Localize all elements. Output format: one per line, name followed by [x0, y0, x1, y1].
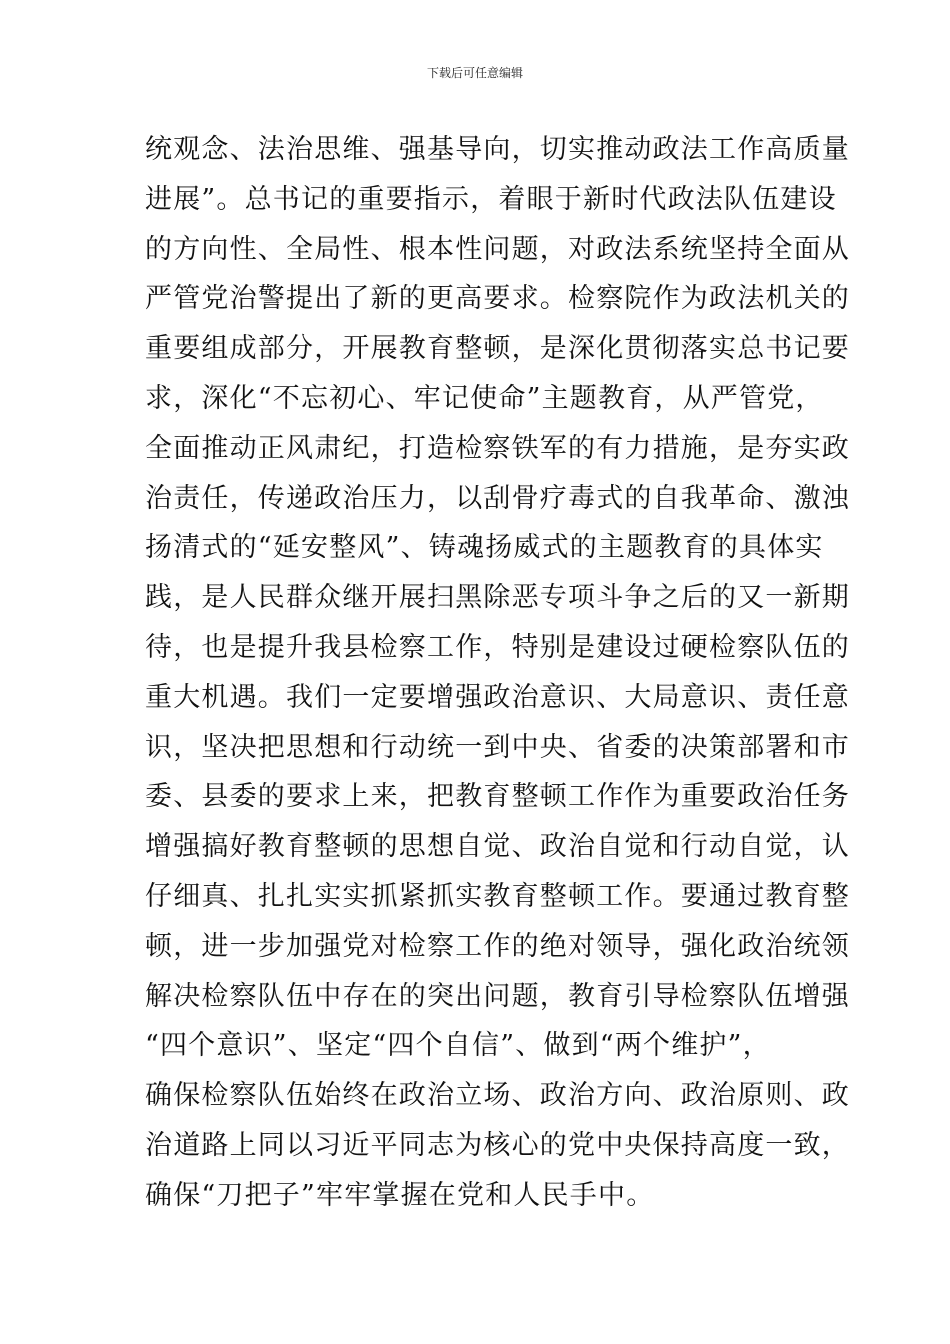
paragraph-line: 确保“刀把子”牢牢掌握在党和人民手中。	[145, 1179, 655, 1211]
paragraph-line: 全面推动正风肃纪，打造检察铁军的有力措施，是夯实政	[145, 432, 850, 464]
paragraph-line: 统观念、法治思维、强基导向，切实推动政法工作高质量	[145, 134, 850, 165]
paragraph-line: 确保检察队伍始终在政治立场、政治方向、政治原则、政	[145, 1080, 850, 1112]
paragraph-line: 增强搞好教育整顿的思想自觉、政治自觉和行动自觉，认	[145, 831, 850, 863]
paragraph-line: 进展”。总书记的重要指示，着眼于新时代政法队伍建设	[145, 183, 837, 215]
paragraph-line: 重要组成部分，开展教育整顿，是深化贯彻落实总书记要	[145, 333, 850, 365]
paragraph-line: 的方向性、全局性、根本性问题，对政法系统坚持全面从	[145, 233, 850, 265]
paragraph-line: 委、县委的要求上来，把教育整顿工作作为重要政治任务	[145, 781, 850, 813]
paragraph-line: 治道路上同以习近平同志为核心的党中央保持高度一致，	[145, 1129, 850, 1161]
paragraph-line: 践，是人民群众继开展扫黑除恶专项斗争之后的又一新期	[145, 582, 850, 614]
paragraph-line: 求，深化“不忘初心、牢记使命”主题教育，从严管党，	[145, 382, 824, 414]
page-header-note: 下载后可任意编辑	[426, 66, 523, 80]
paragraph-line: 重大机遇。我们一定要增强政治意识、大局意识、责任意	[145, 681, 850, 713]
paragraph-line: 治责任，传递政治压力，以刮骨疗毒式的自我革命、激浊	[145, 482, 850, 514]
paragraph-line: 解决检察队伍中存在的突出问题，教育引导检察队伍增强	[145, 980, 850, 1012]
paragraph-line: 待，也是提升我县检察工作，特别是建设过硬检察队伍的	[145, 631, 850, 663]
paragraph-line: 顿，进一步加强党对检察工作的绝对领导，强化政治统领	[145, 930, 850, 962]
paragraph-line: “四个意识”、坚定“四个自信”、做到“两个维护”，	[145, 1030, 771, 1062]
document-body	[145, 132, 850, 1228]
paragraph-line: 识，坚决把思想和行动统一到中央、省委的决策部署和市	[145, 731, 850, 763]
paragraph-line: 仔细真、扎扎实实抓紧抓实教育整顿工作。要通过教育整	[145, 880, 850, 912]
paragraph-line: 扬清式的“延安整风”、铸魂扬威式的主题教育的具体实	[145, 532, 824, 564]
paragraph-line: 严管党治警提出了新的更高要求。检察院作为政法机关的	[145, 283, 850, 315]
